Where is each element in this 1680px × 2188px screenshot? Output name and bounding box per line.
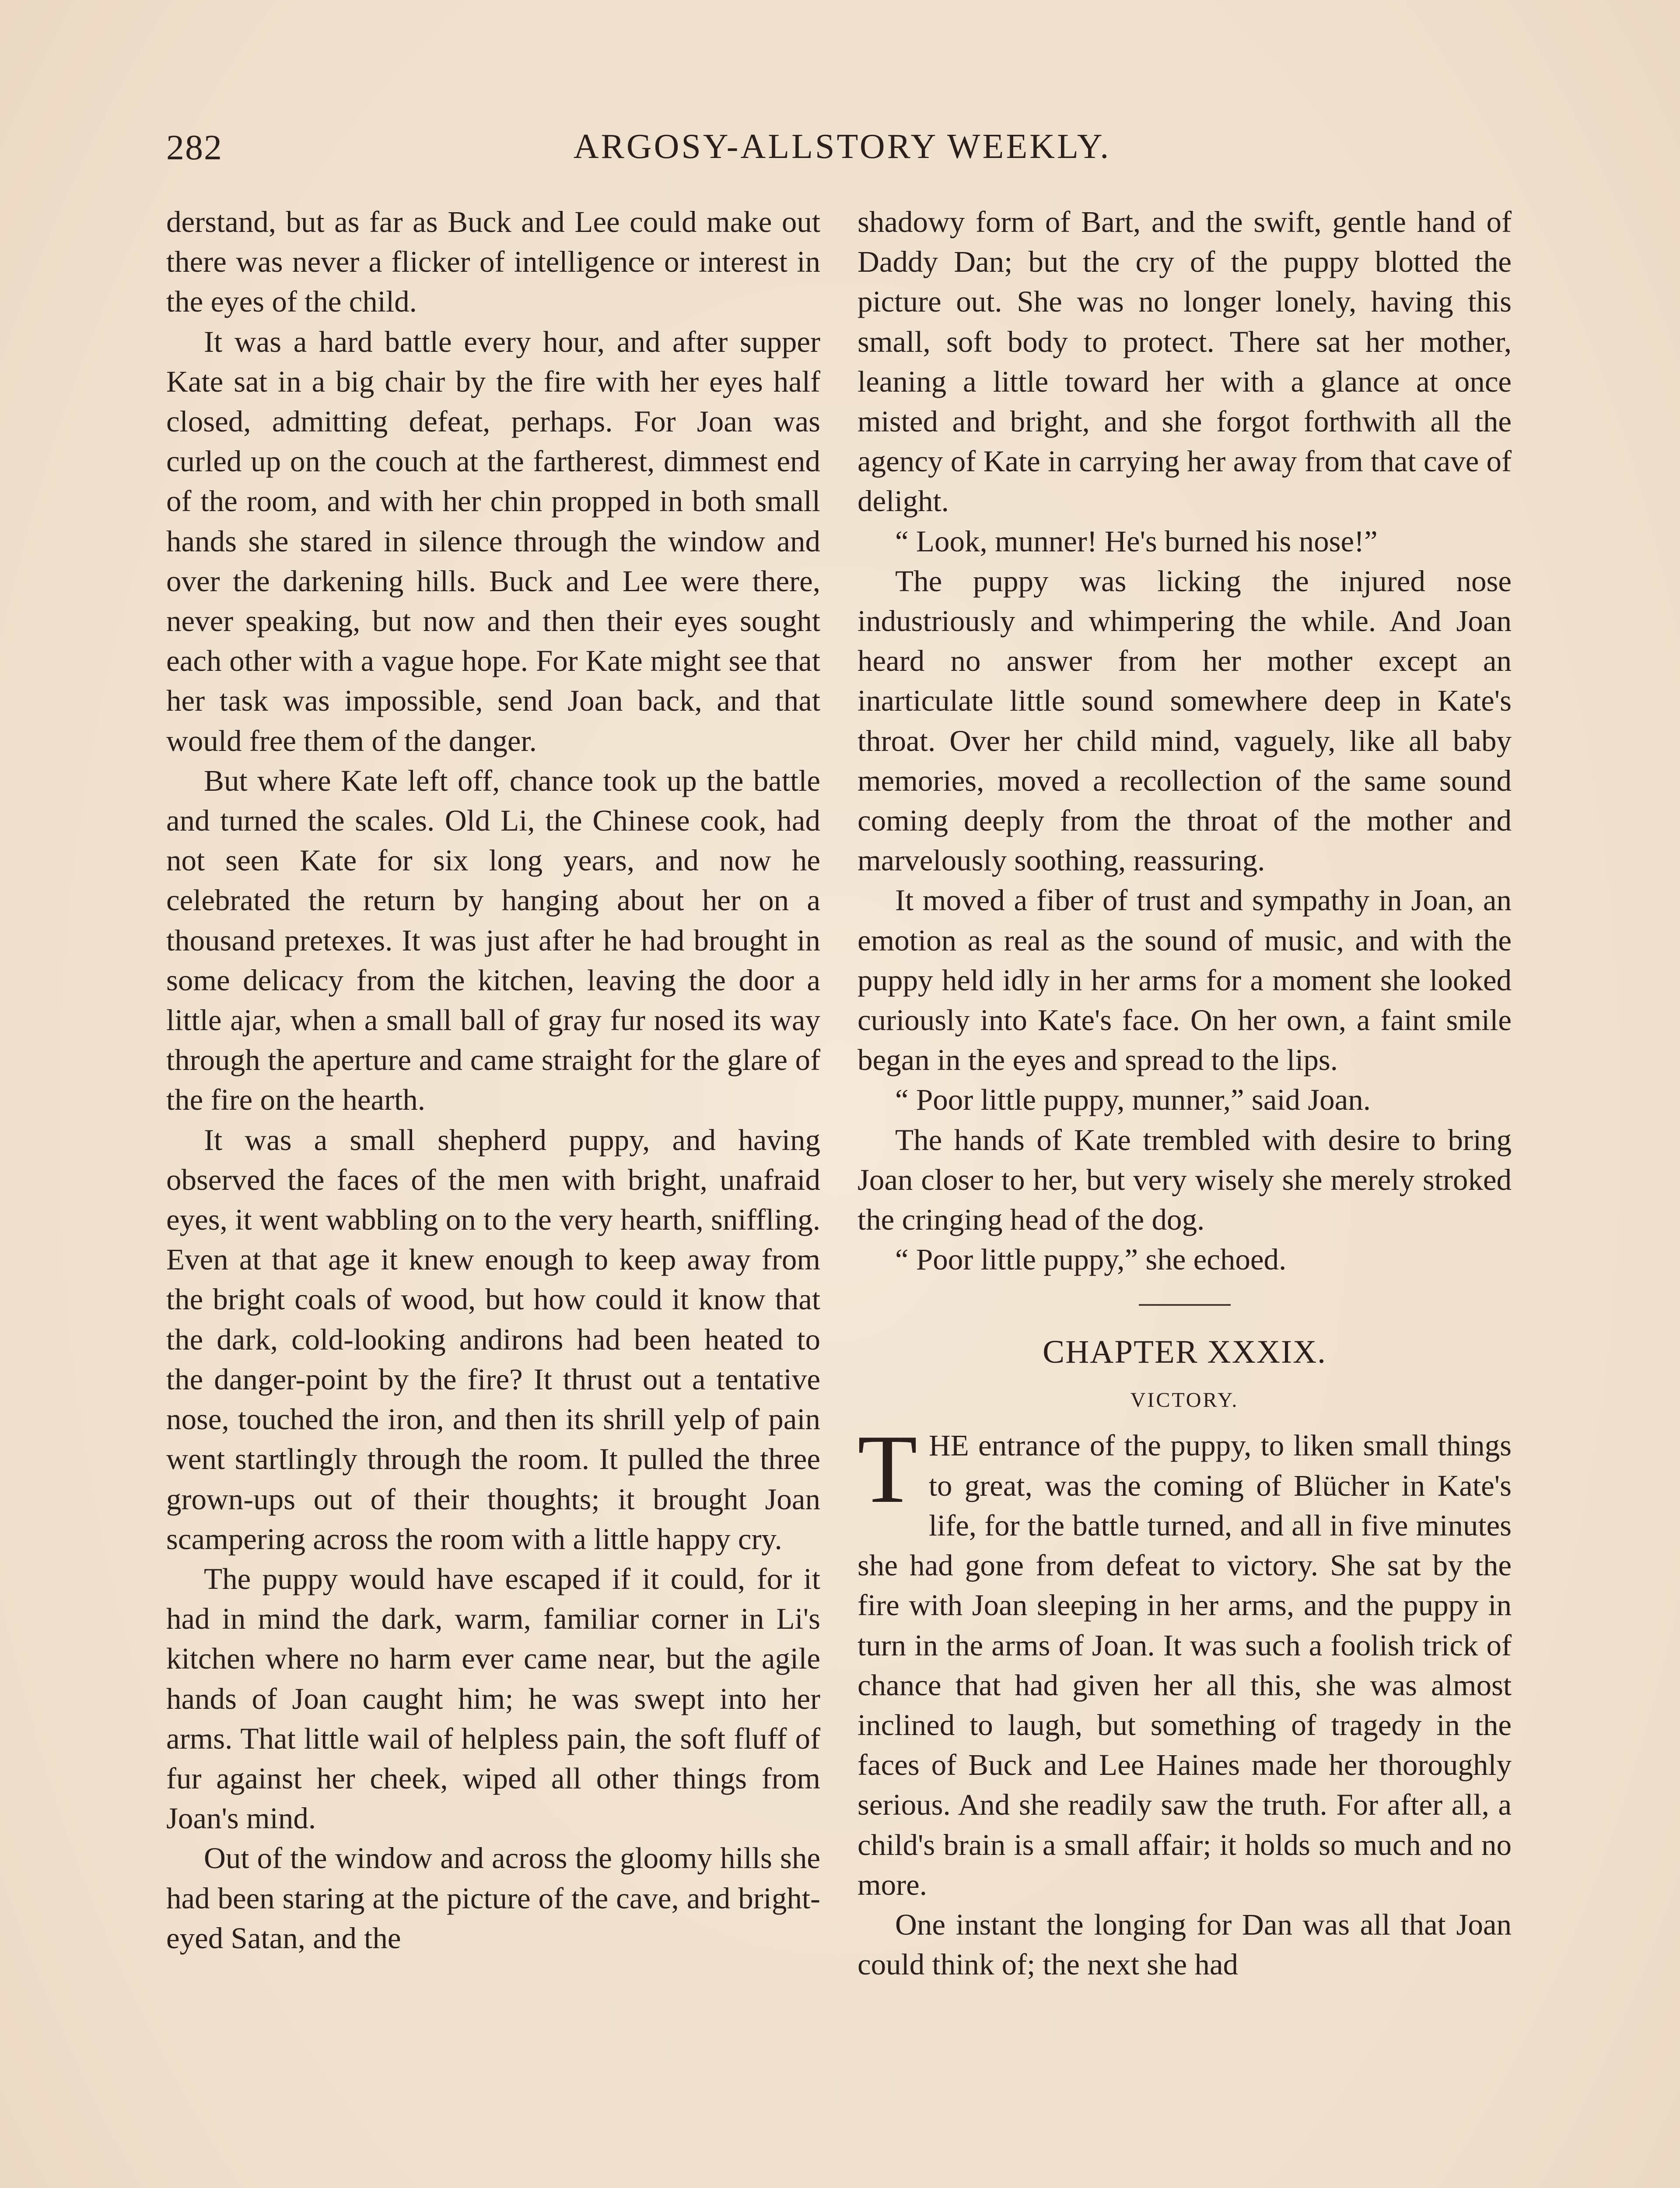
running-title: ARGOSY-ALLSTORY WEEKLY. — [573, 127, 1111, 166]
paragraph: But where Kate left off, chance took up the battle and turned the scales. Old Li, the Chinese cook, had not seen Kate for six long years, and now he celebrated the return by hanging about her on a thousand pretexes. It was just after he had brought in some delicacy from the kitchen, leaving the door a little ajar, when a small ball of gray fur nosed its way through the aperture and came straight for the glare of the fire on the hearth. — [166, 764, 820, 1117]
paragraph: Out of the window and across the gloomy hills she had been staring at the picture of the cave, and bright-eyed Satan, and the — [166, 1841, 820, 1955]
paragraph: The puppy was licking the injured nose industriously and whimpering the while. And Joan heard no answer from her mother except an inarticulate little sound somewhere deep in Kate's throat. Over her child mind, vaguely, like all baby memories, moved a recollection of the same sound coming deeply from the throat of the mother and marvelously soothing, reassuring. — [858, 564, 1512, 877]
paragraph: One instant the longing for Dan was all that Joan could think of; the next she had — [858, 1907, 1512, 1981]
right-column — [858, 202, 1512, 1985]
paragraph: It moved a fiber of trust and sympathy in Joan, an emotion as real as the sound of music, and with the puppy held idly in her arms for a moment she looked curiously into Kate's face. On her own, a faint smile began in the eyes and spread to the lips. — [858, 884, 1512, 1077]
dialogue-line: “ Poor little puppy, munner,” said Joan. — [895, 1083, 1371, 1117]
drop-cap: T — [858, 1415, 917, 1524]
page-header — [166, 127, 1518, 175]
paragraph: It was a hard battle every hour, and after supper Kate sat in a big chair by the fire with her eyes half closed, admitting defeat, perhaps. For Joan was curled up on the couch at the fartherest, dimmest end of the room, and with her chin propped in both small hands she stared in silence through the window and over the darkening hills. Buck and Lee were there, never speaking, but now and then their eyes sought each other with a vague hope. For Kate might see that her task was impossible, send Joan back, and that would free them of the danger. — [166, 325, 820, 757]
dialogue-line: “ Poor little puppy,” she echoed. — [895, 1243, 1287, 1276]
chapter-subtitle: VICTORY. — [1130, 1389, 1239, 1412]
page-number: 282 — [166, 127, 223, 167]
section-divider — [1139, 1304, 1231, 1306]
chapter-heading: CHAPTER XXXIX. — [1043, 1334, 1326, 1371]
paragraph: It was a small shepherd puppy, and having observed the faces of the men with bright, unafraid eyes, it went wabbling on to the very hearth, sniffling. Even at that age it knew enough to keep away from the bright coals of wood, but how could it know that the dark, cold-looking andirons had been heated to the danger-point by the fire? It thrust out a tentative nose, touched the iron, and then its shrill yelp of pain went startlingly through the room. It pulled the three grown-ups out of their thoughts; it brought Joan scampering across the room with a little happy cry. — [166, 1123, 820, 1556]
paragraph: shadowy form of Bart, and the swift, gentle hand of Daddy Dan; but the cry of the puppy blotted the picture out. She was no longer lonely, having this small, soft body to protect. There sat her mother, leaning a little toward her with a glance at once misted and bright, and she forgot forthwith all the agency of Kate in carrying her away from that cave of delight. — [858, 205, 1512, 518]
paragraph: derstand, but as far as Buck and Lee could make out there was never a flicker of intelligence or interest in the eyes of the child. — [166, 205, 820, 319]
left-column — [166, 202, 820, 1958]
dialogue-line: “ Look, munner! He's burned his nose!” — [895, 524, 1378, 558]
paragraph: The puppy would have escaped if it could, for it had in mind the dark, warm, familiar corner in Li's kitchen where no harm ever came near, but the agile hands of Joan caught him; he was swept into her arms. That little wail of helpless pain, the soft fluff of fur against her cheek, wiped all other things from Joan's mind. — [166, 1562, 820, 1835]
chapter-opening-text: HE entrance of the puppy, to liken small things to great, was the coming of Blücher in Kate's life, for the battle turned, and all in five minutes she had gone from defeat to victory. She sat by the fire with Joan sleeping in her arms, and the puppy in turn in the arms of Joan. It was such a foolish trick of chance that had given her all this, she was almost inclined to laugh, but something of tragedy in the faces of Buck and Lee Haines made her thoroughly serious. And she readily saw the truth. For after all, a child's brain is a small affair; it holds so much and no more. — [858, 1429, 1512, 1901]
paragraph: The hands of Kate trembled with desire to bring Joan closer to her, but very wisely she merely stroked the cringing head of the dog. — [858, 1123, 1512, 1237]
chapter-opening-paragraph — [858, 1415, 1512, 1904]
